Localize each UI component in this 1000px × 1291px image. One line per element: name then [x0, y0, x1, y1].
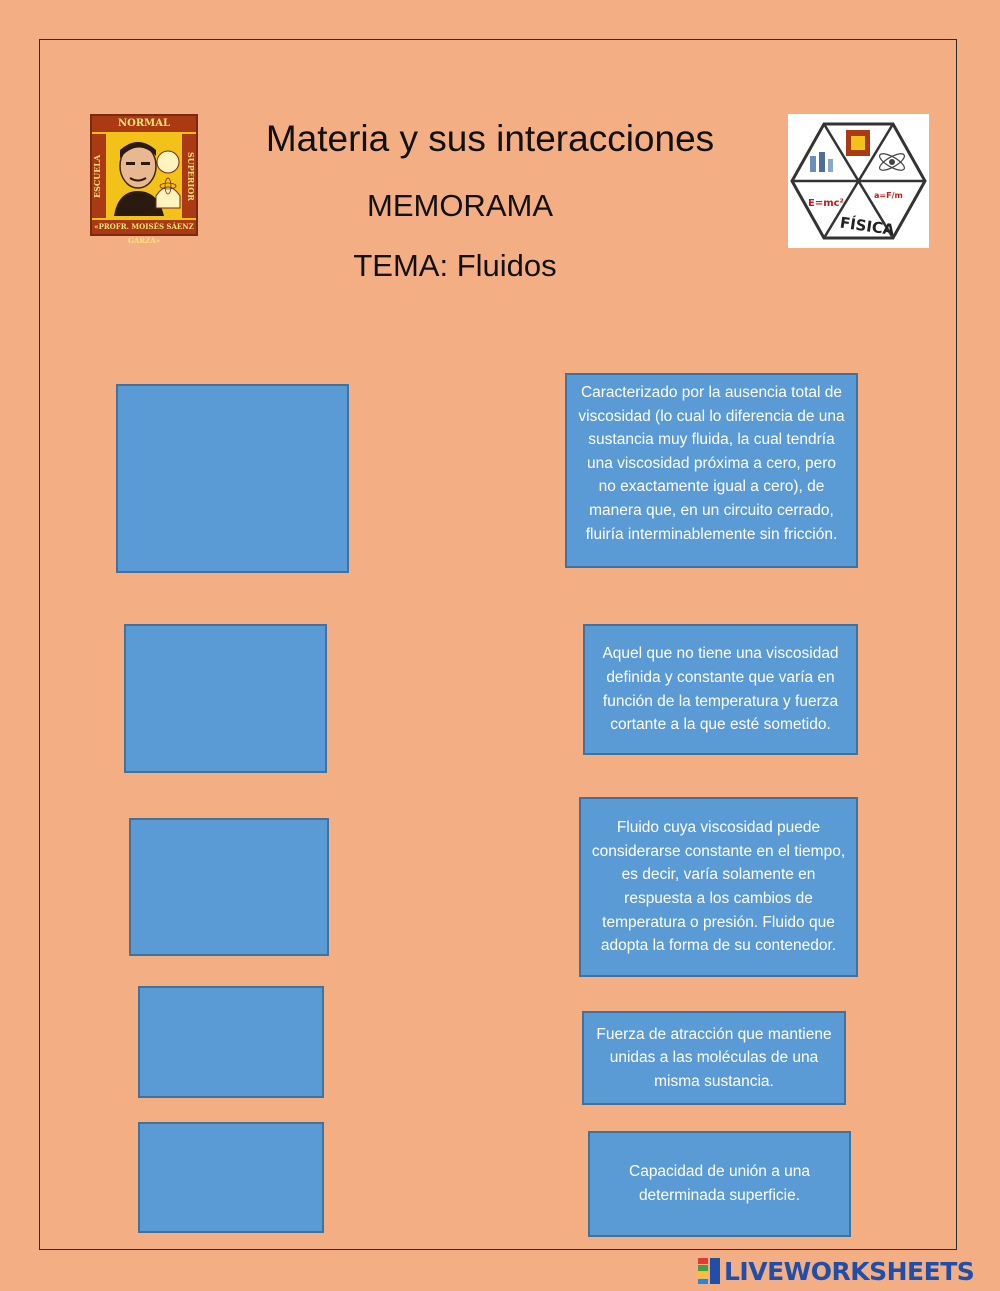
blank-card-5[interactable]	[138, 1122, 324, 1233]
physics-formula-1: E=mc²	[808, 198, 844, 209]
portrait-icon	[108, 136, 184, 216]
definition-text-4: Fuerza de atracción que mantiene unidas a las moléculas de una misma sustancia.	[596, 1025, 832, 1090]
page-title: Materia y sus interacciones	[265, 118, 715, 159]
definition-card-1[interactable]	[565, 373, 858, 568]
liveworksheets-wordmark: LIVEWORKSHEETS	[724, 1256, 975, 1286]
blank-card-3[interactable]	[129, 818, 329, 956]
definition-card-3[interactable]	[579, 797, 858, 977]
blank-card-4[interactable]	[138, 986, 324, 1098]
topic-label: TEMA: Fluidos	[353, 248, 557, 283]
physics-formula-2: a=F/m	[874, 191, 903, 200]
definition-text-3: Fluido cuya viscosidad puede considerarse constante en el tiempo, es decir, varía solamente en respuesta a los cambios de temperatura o presión. Fluido que adopta la forma de su contenedor.	[591, 819, 846, 955]
physics-logo	[788, 114, 929, 248]
liveworksheets-brand[interactable]	[698, 1257, 974, 1285]
school-logo-top-text: NORMAL	[92, 116, 196, 132]
blank-card-1[interactable]	[116, 384, 349, 573]
school-logo-left-text: ESCUELA	[92, 134, 106, 218]
definition-card-4[interactable]	[582, 1011, 846, 1105]
definition-text-5: Capacidad de unión a una determinada superficie.	[629, 1163, 810, 1204]
blank-card-2[interactable]	[124, 624, 327, 773]
definition-text-1: Caracterizado por la ausencia total de viscosidad (lo cual lo diferencia de una sustancia muy fluida, la cual tendría una viscosidad próxima a cero, pero no exactamente igual a cero), de manera que, en un circuito cerrado, fluiría interminablemente sin fricción.	[578, 384, 845, 543]
physics-label: FÍSICA	[838, 213, 896, 240]
school-logo	[90, 114, 198, 245]
school-logo-right-text: SUPERIOR	[182, 134, 196, 218]
definition-text-2: Aquel que no tiene una viscosidad definida y constante que varía en función de la temperatura y fuerza cortante a la que esté sometido.	[602, 645, 839, 734]
definition-card-5[interactable]	[588, 1131, 851, 1237]
page-subtitle: MEMORAMA	[367, 188, 553, 223]
school-logo-bottom-text: «PROFR. MOISÉS SÁENZ GARZA»	[92, 220, 196, 234]
liveworksheets-logo-icon	[698, 1258, 720, 1284]
definition-card-2[interactable]	[583, 624, 858, 755]
